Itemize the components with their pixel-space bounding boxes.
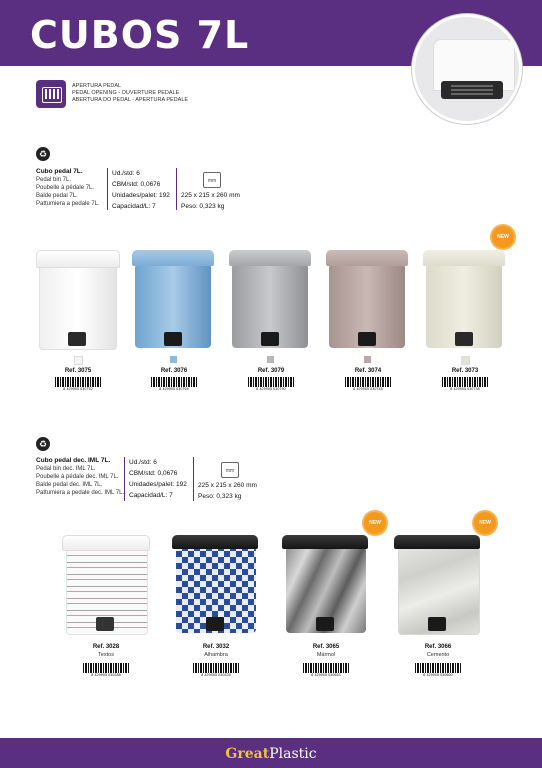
barcode-number: 8 429905 030738 (450, 387, 480, 391)
spec-item: Capacidad/L: 7 (112, 203, 156, 210)
barcode-number: 8 429905 030653 (311, 673, 341, 677)
color-swatch (74, 356, 83, 365)
divider (176, 168, 177, 210)
dimensions: 225 x 215 x 260 mm (181, 192, 240, 199)
spec-item: CBM/std: 0,0676 (129, 470, 178, 477)
spec-list (112, 168, 170, 212)
feature-line: APERTURA PEDAL (72, 83, 122, 89)
product-name-block (36, 168, 100, 208)
product-name: Cubo pedal 7L. (36, 168, 83, 175)
brand-part: Great (225, 746, 270, 762)
product-bin-alhambra (172, 535, 260, 635)
spec-item: Capacidad/L: 7 (129, 492, 173, 499)
barcode (193, 663, 239, 677)
divider (193, 457, 194, 501)
product-bin-marmol (282, 535, 370, 635)
spec-item: Ud./std: 6 (112, 170, 140, 177)
product-ref: Ref. 3074 (354, 368, 382, 374)
dimensions-block (198, 480, 257, 502)
product-ref: Ref. 3076 (160, 368, 188, 374)
product-bin-cemento (394, 535, 482, 635)
product-ref: Ref. 3032 (202, 644, 230, 650)
product-name-fr: Poubelle à pédale 7L. (36, 185, 95, 191)
spec-item: Unidades/palet: 192 (112, 192, 170, 199)
product-name: Cubo pedal dec. IML 7L. (36, 457, 111, 464)
product-name-block (36, 457, 124, 497)
color-swatch (170, 356, 177, 363)
product-name-pt: Balde pedal 7L. (36, 193, 78, 199)
product-ref: Ref. 3065 (312, 644, 340, 650)
spec-item: Unidades/palet: 192 (129, 481, 187, 488)
product-ref: Ref. 3066 (424, 644, 452, 650)
product-design: Alhambra (204, 652, 228, 658)
product-name-en: Pedal bin dec. IML 7L. (36, 466, 96, 472)
product-ref: Ref. 3079 (257, 368, 285, 374)
barcode (303, 663, 349, 677)
barcode (415, 663, 461, 677)
barcode (83, 663, 129, 677)
pedal-closeup-image (412, 14, 522, 124)
dimensions: 225 x 215 x 260 mm (198, 482, 257, 489)
product-bin-mauve (326, 250, 410, 350)
barcode-number: 8 429905 030745 (353, 387, 383, 391)
product-ref: Ref. 3073 (451, 368, 479, 374)
box-dimension-icon: mm (221, 462, 239, 478)
product-name-en: Pedal bin 7L. (36, 177, 72, 183)
product-bin-grey (229, 250, 313, 350)
color-swatch (461, 356, 470, 365)
barcode (442, 377, 488, 391)
brand-part: Plastic (269, 746, 317, 762)
product-bin-cream (423, 250, 507, 350)
barcode-number: 8 429905 030660 (423, 673, 453, 677)
divider (107, 168, 108, 210)
divider (124, 457, 125, 501)
product-bin-white (36, 250, 120, 350)
pedal-feature-icon (36, 80, 66, 108)
recycle-icon: ♻ (36, 147, 50, 161)
barcode-number: 8 429905 030752 (63, 387, 93, 391)
weight: Peso: 0,323 kg (181, 203, 225, 210)
barcode (248, 377, 294, 391)
barcode-number: 8 429905 030288 (91, 673, 121, 677)
page-title: CUBOS 7L (30, 13, 250, 57)
spec-list (129, 457, 187, 501)
barcode (151, 377, 197, 391)
new-badge: NEW (474, 512, 496, 534)
box-dimension-icon: mm (203, 172, 221, 188)
color-swatch (364, 356, 371, 363)
spec-item: CBM/std: 0,0676 (112, 181, 161, 188)
barcode-number: 8 429905 030325 (201, 673, 231, 677)
feature-description (72, 83, 188, 104)
product-name-pt: Balde pedal dec. IML 7L. (36, 482, 103, 488)
product-bin-textos (62, 535, 150, 635)
barcode-number: 8 429905 030769 (159, 387, 189, 391)
product-design: Mármol (316, 652, 336, 658)
product-bin-blue (132, 250, 216, 350)
weight: Peso: 0,323 kg (198, 493, 242, 500)
footer-banner (0, 738, 542, 768)
barcode (55, 377, 101, 391)
product-name-fr: Poubelle à pédale dec. IML 7L. (36, 474, 119, 480)
feature-line: ABERTURA DO PEDAL - APERTURA PEDALE (72, 97, 189, 103)
new-badge: NEW (492, 226, 514, 248)
recycle-icon: ♻ (36, 437, 50, 451)
product-design: Cemento (426, 652, 450, 658)
new-badge: NEW (364, 512, 386, 534)
barcode (345, 377, 391, 391)
color-swatch (267, 356, 274, 363)
barcode-number: 8 429905 030790 (256, 387, 286, 391)
product-ref: Ref. 3075 (64, 368, 92, 374)
product-ref: Ref. 3028 (92, 644, 120, 650)
product-name-it: Pattumiera a pedale dec. IML 7L. (36, 490, 125, 496)
brand-logo (0, 746, 542, 762)
product-name-it: Pattumiera a pedale 7L. (36, 201, 100, 207)
spec-item: Ud./std: 6 (129, 459, 157, 466)
product-design: Textos (98, 652, 114, 658)
dimensions-block (181, 190, 240, 212)
feature-line: PEDAL OPENING - OUVERTURE PEDALE (72, 90, 180, 96)
